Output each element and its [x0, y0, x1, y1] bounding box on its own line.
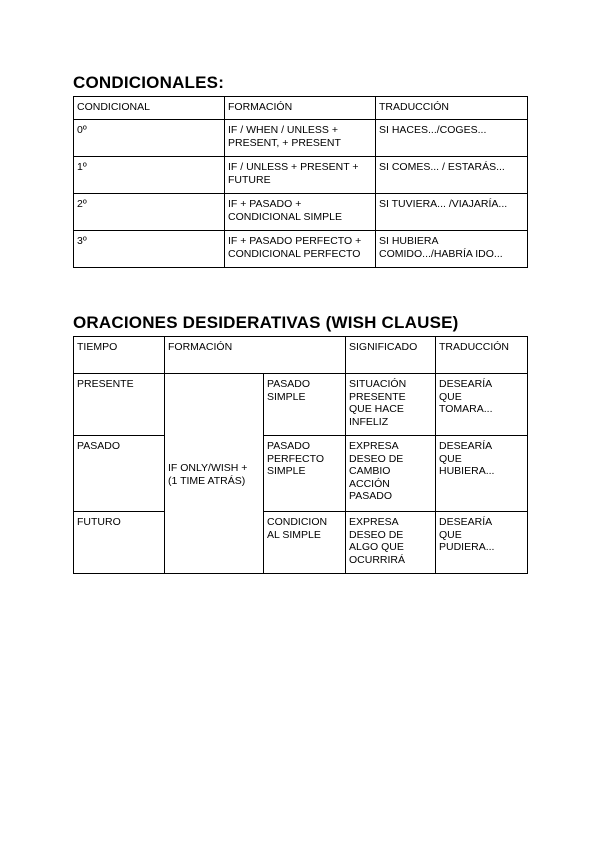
- cell-tiempo-verbal: CONDICION AL SIMPLE: [264, 512, 346, 574]
- condicionales-table: [73, 96, 528, 268]
- cell-traduccion: DESEARÍA QUE PUDIERA...: [436, 512, 528, 574]
- table-header-row: [74, 97, 528, 120]
- cell-traduccion: SI HUBIERA COMIDO.../HABRÍA IDO...: [376, 231, 528, 268]
- cell-tiempo: FUTURO: [74, 512, 165, 574]
- cell-formacion: IF / WHEN / UNLESS + PRESENT, + PRESENT: [225, 120, 376, 157]
- header-condicional: CONDICIONAL: [74, 97, 225, 120]
- header-formacion: FORMACIÓN: [165, 337, 346, 374]
- header-formacion: FORMACIÓN: [225, 97, 376, 120]
- cell-traduccion: SI COMES... / ESTARÁS...: [376, 157, 528, 194]
- cell-formacion: IF + PASADO PERFECTO + CONDICIONAL PERFECTO: [225, 231, 376, 268]
- cell-tiempo: PASADO: [74, 436, 165, 512]
- cell-condicional: 2º: [74, 194, 225, 231]
- table-row: [74, 157, 528, 194]
- table-row: [74, 120, 528, 157]
- cell-significado: SITUACIÓN PRESENTE QUE HACE INFELIZ: [346, 374, 436, 436]
- cell-condicional: 0º: [74, 120, 225, 157]
- cell-formacion-comun: IF ONLY/WISH + (1 TIME ATRÁS): [165, 374, 264, 574]
- cell-traduccion: DESEARÍA QUE TOMARA...: [436, 374, 528, 436]
- header-traduccion: TRADUCCIÓN: [376, 97, 528, 120]
- cell-significado: EXPRESA DESEO DE ALGO QUE OCURRIRÁ: [346, 512, 436, 574]
- cell-traduccion: DESEARÍA QUE HUBIERA...: [436, 436, 528, 512]
- cell-tiempo-verbal: PASADO SIMPLE: [264, 374, 346, 436]
- desiderativas-title: ORACIONES DESIDERATIVAS (WISH CLAUSE): [73, 313, 459, 332]
- header-traduccion: TRADUCCIÓN: [436, 337, 528, 374]
- desiderativas-table: [73, 336, 528, 574]
- header-significado: SIGNIFICADO: [346, 337, 436, 374]
- cell-tiempo: PRESENTE: [74, 374, 165, 436]
- table-row: [74, 374, 528, 436]
- condicionales-title: CONDICIONALES:: [73, 73, 225, 92]
- cell-significado: EXPRESA DESEO DE CAMBIO ACCIÓN PASADO: [346, 436, 436, 512]
- header-tiempo: TIEMPO: [74, 337, 165, 374]
- cell-formacion: IF + PASADO + CONDICIONAL SIMPLE: [225, 194, 376, 231]
- cell-tiempo-verbal: PASADO PERFECTO SIMPLE: [264, 436, 346, 512]
- cell-condicional: 3º: [74, 231, 225, 268]
- cell-condicional: 1º: [74, 157, 225, 194]
- table-row: [74, 194, 528, 231]
- table-header-row: [74, 337, 528, 374]
- table-row: [74, 231, 528, 268]
- cell-traduccion: SI HACES.../COGES...: [376, 120, 528, 157]
- table-row: [74, 436, 528, 512]
- cell-traduccion: SI TUVIERA... /VIAJARÍA...: [376, 194, 528, 231]
- table-row: [74, 512, 528, 574]
- cell-formacion: IF / UNLESS + PRESENT + FUTURE: [225, 157, 376, 194]
